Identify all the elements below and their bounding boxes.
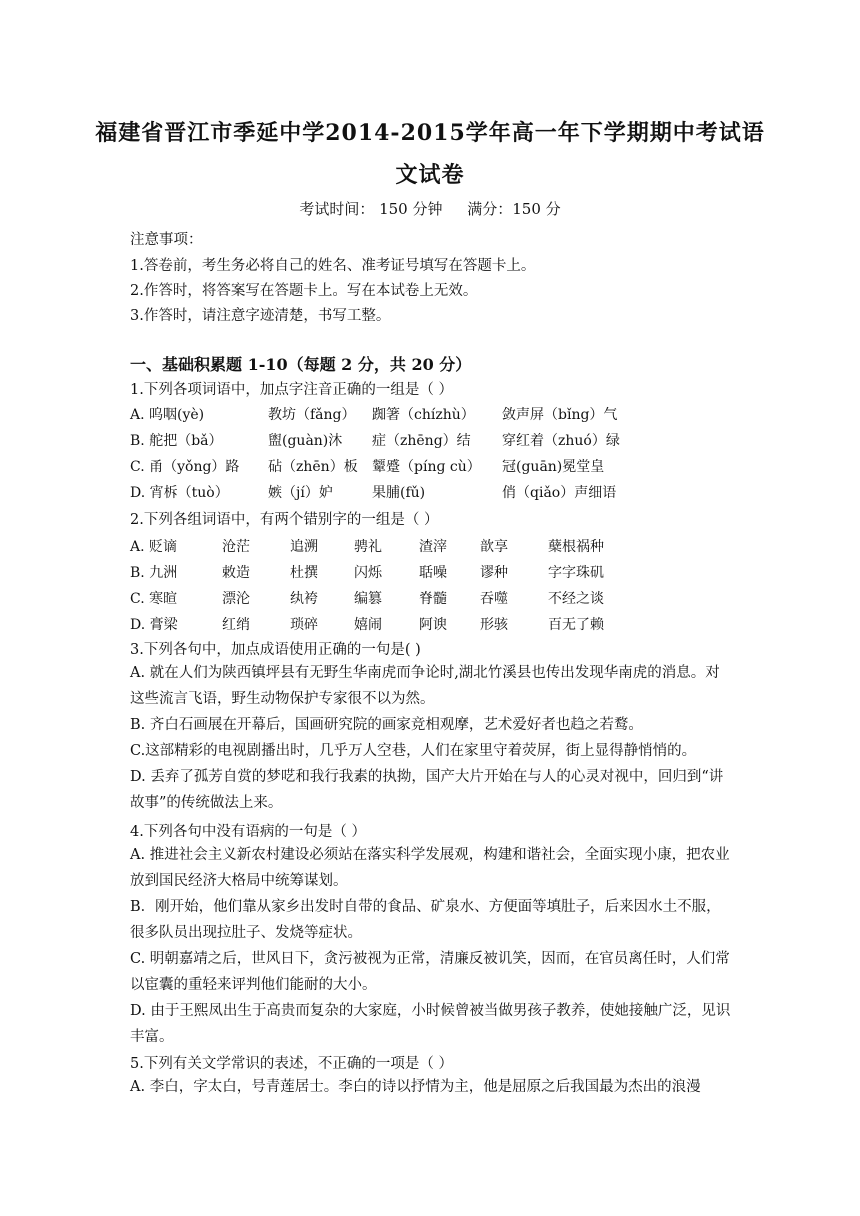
- q1-cell: 嫉（jí）妒: [268, 485, 333, 501]
- exam-meta: [0, 198, 860, 219]
- q2-cell: 蘖根祸种: [548, 539, 604, 555]
- q2-cell: 编篡: [354, 591, 382, 607]
- section-heading: 一、基础积累题 1-10（每题 2 分，共 20 分）: [130, 355, 472, 374]
- q1-cell: 俏（qiǎo）声细语: [502, 485, 617, 501]
- q3-option-c: C.这部精彩的电视剧播出时，几乎万人空巷，人们在家里守着荧屏，街上显得静悄悄的。: [130, 743, 697, 759]
- q2-cell: 漂沦: [222, 591, 250, 607]
- q2-cell: 沧茫: [222, 539, 250, 555]
- q1-cell: 果脯(fǔ): [372, 485, 426, 501]
- q1-cell: 砧（zhēn）板: [268, 459, 358, 475]
- notes-heading: 注意事项：: [130, 232, 203, 248]
- exam-score: 满分：150 分: [467, 200, 561, 218]
- q2-cell: 阿谀: [419, 617, 447, 633]
- q2-cell: 嬉闹: [354, 617, 382, 633]
- q1-cell: 症（zhēng）结: [372, 433, 471, 449]
- q1-cell: 穿红着（zhuó）绿: [502, 433, 620, 449]
- q2-cell: 谬种: [480, 565, 508, 581]
- q2-cell: 歆享: [480, 539, 508, 555]
- notes-item: 2.作答时，将答案写在答题卡上。写在本试卷上无效。: [130, 283, 478, 299]
- q1-cell: 冠(guān)冕堂皇: [502, 459, 605, 475]
- q2-cell: B. 九洲: [130, 565, 178, 581]
- q2-cell: A. 贬谪: [130, 539, 178, 555]
- q2-cell: 闪烁: [354, 565, 382, 581]
- q2-cell: 纨袴: [290, 591, 318, 607]
- q2-cell: 聒噪: [419, 565, 447, 581]
- q2-cell: 吞噬: [480, 591, 508, 607]
- exam-title-line1: 福建省晋江市季延中学2014-2015学年高一年下学期期中考试语: [95, 120, 765, 146]
- q2-cell: 敕造: [222, 565, 250, 581]
- q2-cell: 琐碎: [290, 617, 318, 633]
- q1-cell: 盥(guàn)沐: [268, 433, 343, 449]
- q4-option-c: C. 明朝嘉靖之后，世风日下，贪污被视为正常，清廉反被讥笑，因而，在官员离任时，人们常以宦囊的重轻来评判他们能耐的大小。: [130, 951, 730, 993]
- q3-option-b: B. 齐白石画展在开幕后，国画研究院的画家竞相观摩，艺术爱好者也趋之若鹜。: [130, 717, 643, 733]
- q2-cell: 脊髓: [419, 591, 447, 607]
- q2-cell: 形骇: [480, 617, 508, 633]
- q4-option-b: B．刚开始，他们靠从家乡出发时自带的食品、矿泉水、方便面等填肚子，后来因水土不服，很多队员出现拉肚子、发烧等症状。: [130, 899, 721, 941]
- q2-cell: 字字珠矶: [548, 565, 604, 581]
- exam-time: 考试时间： 150 分钟: [299, 200, 443, 218]
- q2-cell: 追溯: [290, 539, 318, 555]
- q2-cell: 红绡: [222, 617, 250, 633]
- q1-cell: 敛声屏（bǐng）气: [502, 407, 618, 423]
- q1-cell: D. 宵柝（tuò）: [130, 485, 229, 501]
- q1-stem: 1.下列各项词语中，加点字注音正确的一组是（ ）: [130, 382, 453, 398]
- q2-cell: 不经之谈: [548, 591, 604, 607]
- q3-stem: 3.下列各句中，加点成语使用正确的一句是( ): [130, 642, 421, 658]
- q2-cell: D. 膏梁: [130, 617, 178, 633]
- q3-option-a: A. 就在人们为陕西镇坪县有无野生华南虎而争论时,湖北竹溪县也传出发现华南虎的消息。对这些流言飞语，野生动物保护专家很不以为然。: [130, 665, 720, 707]
- q2-cell: C. 寒暄: [130, 591, 178, 607]
- notes-item: 1.答卷前，考生务必将自己的姓名、准考证号填写在答题卡上。: [130, 258, 536, 274]
- q2-cell: 渣滓: [419, 539, 447, 555]
- q1-cell: 教坊（fǎng）: [268, 407, 356, 423]
- q4-stem: 4.下列各句中没有语病的一句是（ ）: [130, 824, 366, 840]
- q1-cell: B. 舵把（bǎ）: [130, 433, 223, 449]
- exam-title-line2: 文试卷: [395, 162, 465, 188]
- q1-cell: A. 呜咽(yè): [130, 407, 205, 423]
- q2-cell: 骋礼: [354, 539, 382, 555]
- q5-stem: 5.下列有关文学常识的表述，不正确的一项是（ ）: [130, 1056, 453, 1072]
- q5-option-a: A. 李白，字太白，号青莲居士。李白的诗以抒情为主，他是屈原之后我国最为杰出的浪漫: [130, 1079, 701, 1095]
- q1-cell: 颦蹙（pínɡ cù）: [372, 459, 481, 475]
- q2-stem: 2.下列各组词语中，有两个错别字的一组是（ ）: [130, 512, 439, 528]
- q2-cell: 杜撰: [290, 565, 318, 581]
- q1-cell: C. 甬（yǒng）路: [130, 459, 240, 475]
- q1-cell: 踟箸（chízhù）: [372, 407, 475, 423]
- q2-cell: 百无了赖: [548, 617, 604, 633]
- q4-option-a: A. 推进社会主义新农村建设必须站在落实科学发展观，构建和谐社会，全面实现小康，把农业放到国民经济大格局中统筹谋划。: [130, 847, 730, 889]
- q3-option-d: D. 丢弃了孤芳自赏的梦呓和我行我素的执拗，国产大片开始在与人的心灵对视中，回归到“讲故事”的传统做法上来。: [130, 769, 724, 811]
- q4-option-d: D. 由于王熙凤出生于高贵而复杂的大家庭，小时候曾被当做男孩子教养，使她接触广泛，见识丰富。: [130, 1003, 731, 1045]
- notes-item: 3.作答时，请注意字迹清楚，书写工整。: [130, 308, 391, 324]
